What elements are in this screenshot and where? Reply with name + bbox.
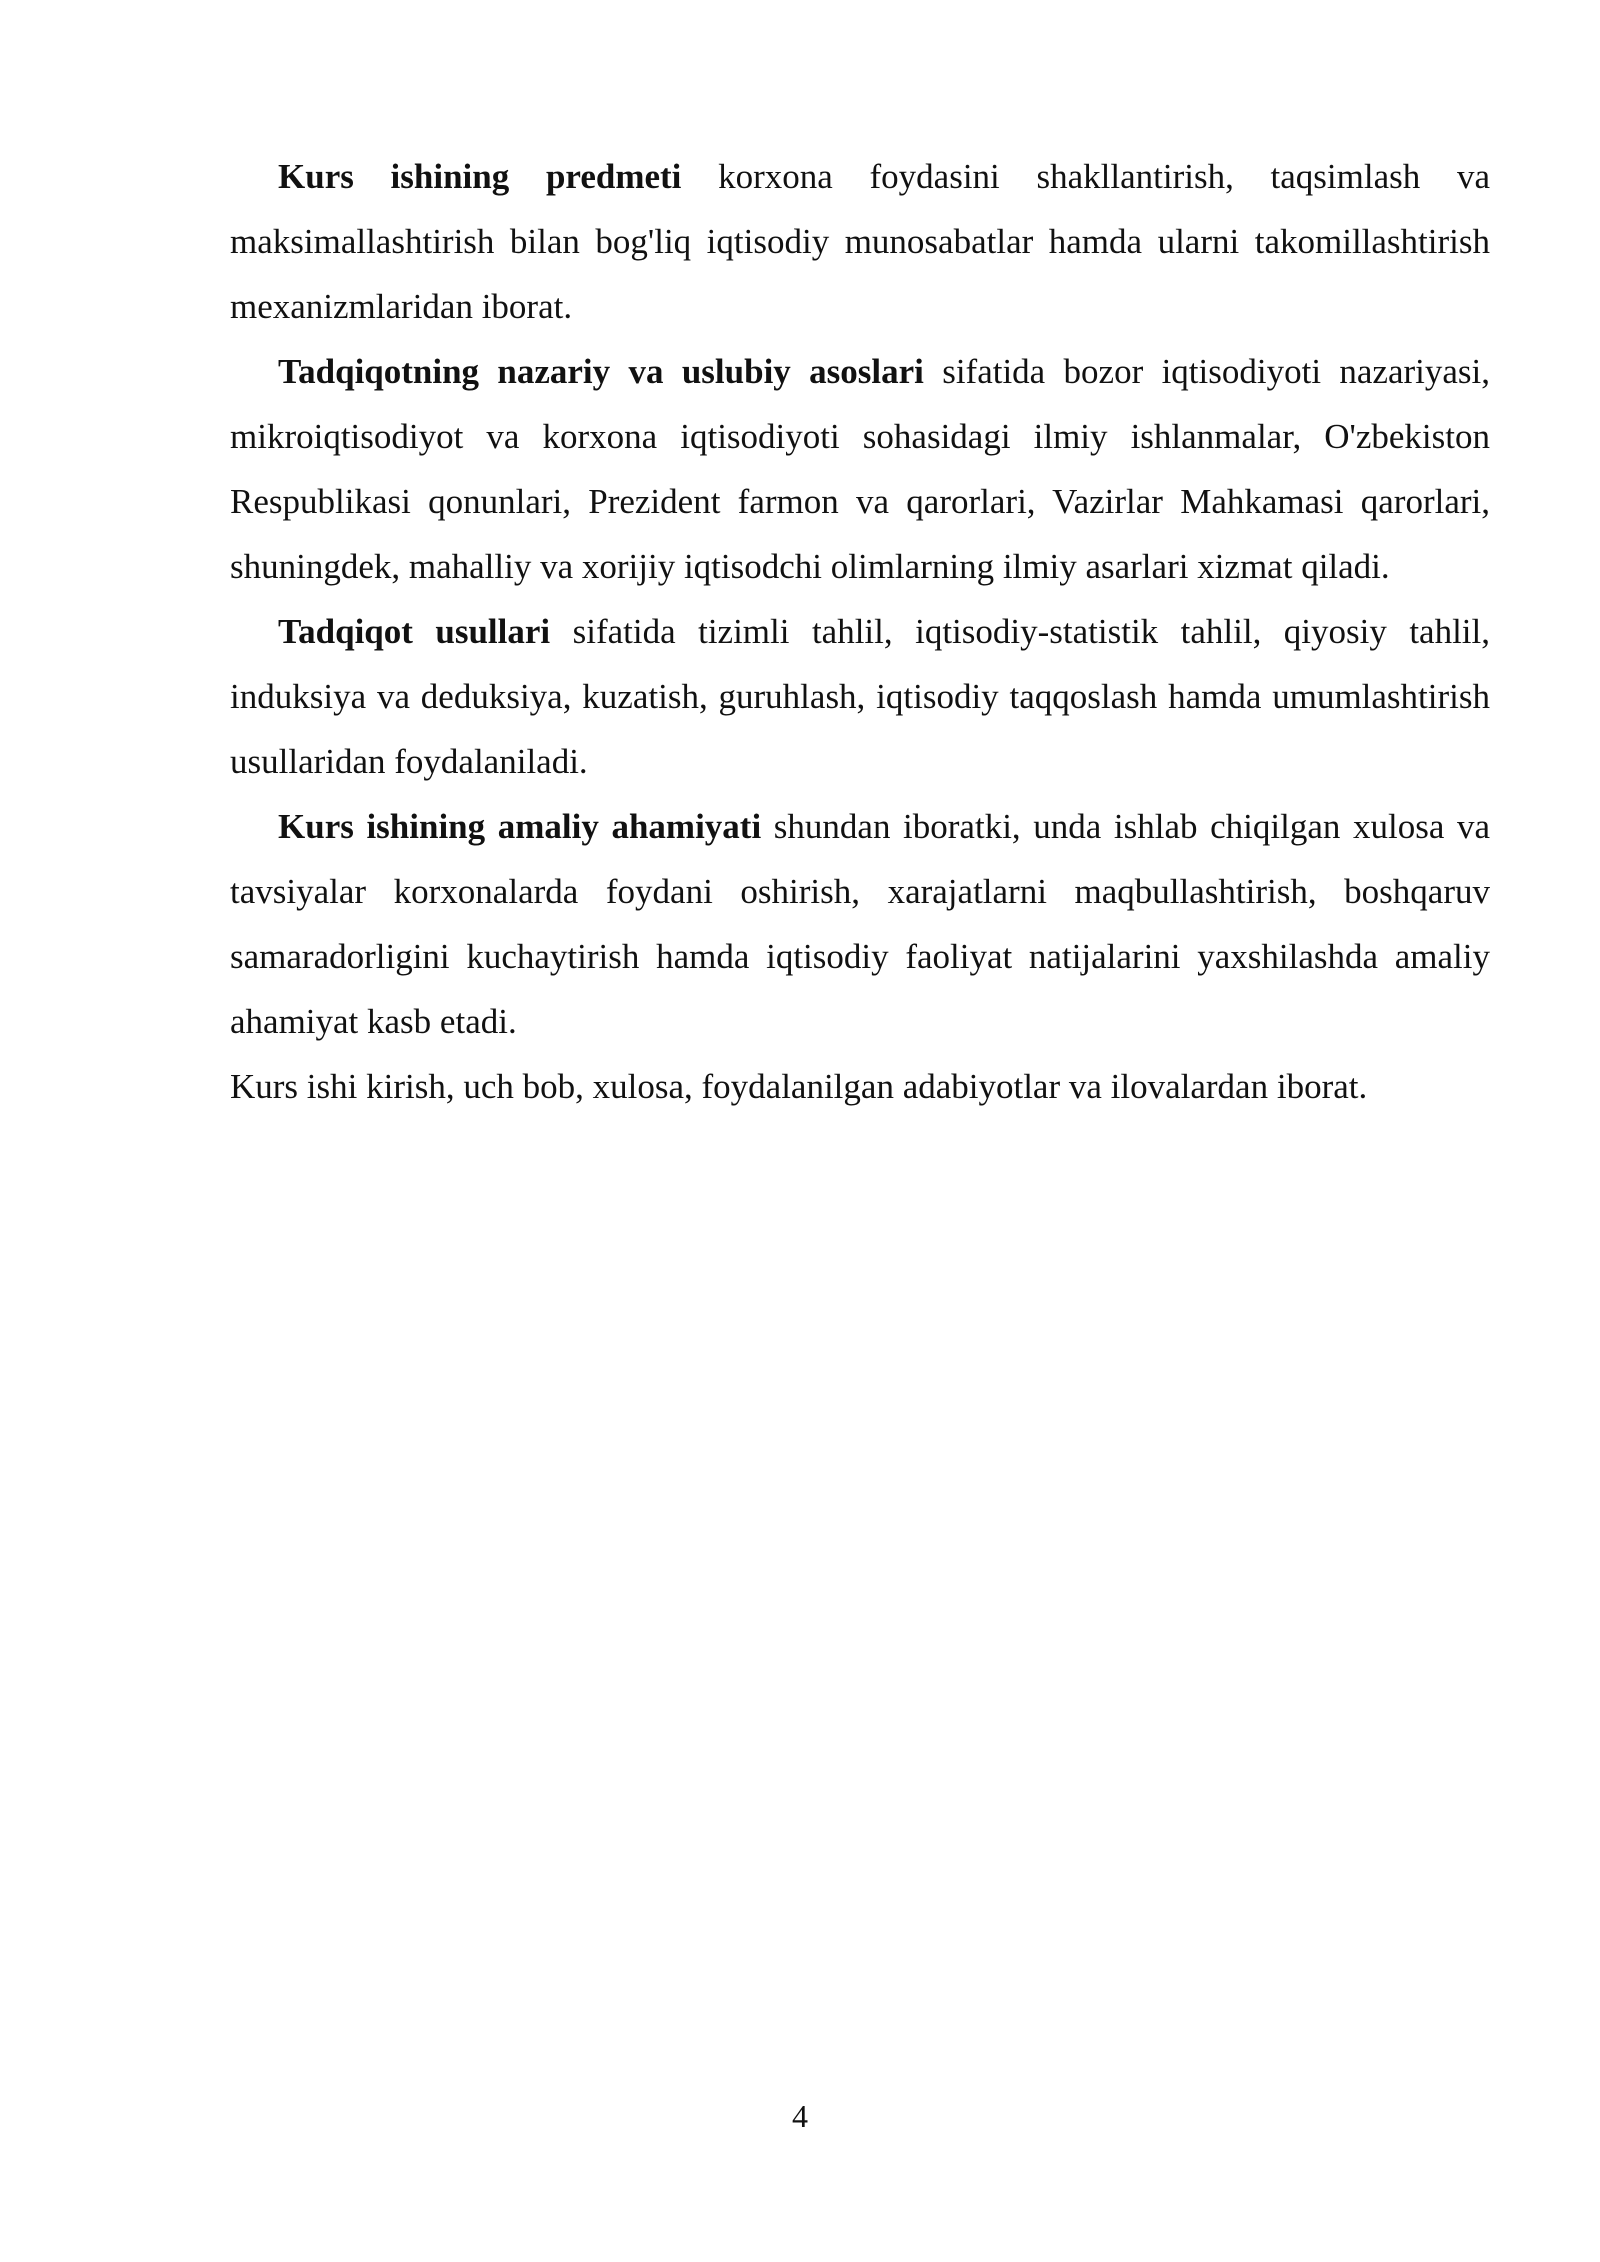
paragraph-text: sifatida bozor iqtisodiyoti nazariyasi, mikroiqtisodiyot va korxona iqtisodiyoti sohasidagi ilmiy ishlanmalar, O'zbekiston Respublikasi qonunlari, Prezident farmon va qarorlari, Vazirlar Mahkamasi qarorlari, shuningdek, mahalliy va xorijiy iqtisodchi olimlarning ilmiy asarlari xizmat qiladi. (230, 352, 1490, 586)
paragraph-subject (230, 144, 1490, 339)
paragraph-text: korxona foydasini shakllantirish, taqsimlash va maksimallashtirish bilan bog'liq iqtisodiy munosabatlar hamda ularni takomillashtirish mexanizmlaridan iborat. (230, 157, 1490, 326)
paragraph-lead: Kurs ishining predmeti (278, 157, 682, 196)
page-number: 4 (792, 2098, 808, 2134)
paragraph-theoretical-basis (230, 339, 1490, 599)
paragraph-lead: Tadqiqotning nazariy va uslubiy asoslari (278, 352, 924, 391)
document-body (230, 144, 1490, 1119)
paragraph-lead: Tadqiqot usullari (278, 612, 551, 651)
paragraph-text: shundan iboratki, unda ishlab chiqilgan xulosa va tavsiyalar korxonalarda foydani oshirish, xarajatlarni maqbullashtirish, boshqaruv samaradorligini kuchaytirish hamda iqtisodiy faoliyat natijalarini yaxshilashda amaliy ahamiyat kasb etadi. (230, 807, 1490, 1041)
paragraph-text: sifatida tizimli tahlil, iqtisodiy-statistik tahlil, qiyosiy tahlil, induksiya va deduksiya, kuzatish, guruhlash, iqtisodiy taqqoslash hamda umumlashtirish usullaridan foydalaniladi. (230, 612, 1490, 781)
paragraph-practical-significance (230, 794, 1490, 1054)
paragraph-structure: Kurs ishi kirish, uch bob, xulosa, foydalanilgan adabiyotlar va ilovalardan iborat. (230, 1067, 1368, 1106)
paragraph-lead: Kurs ishining amaliy ahamiyati (278, 807, 762, 846)
paragraph-research-methods (230, 599, 1490, 794)
